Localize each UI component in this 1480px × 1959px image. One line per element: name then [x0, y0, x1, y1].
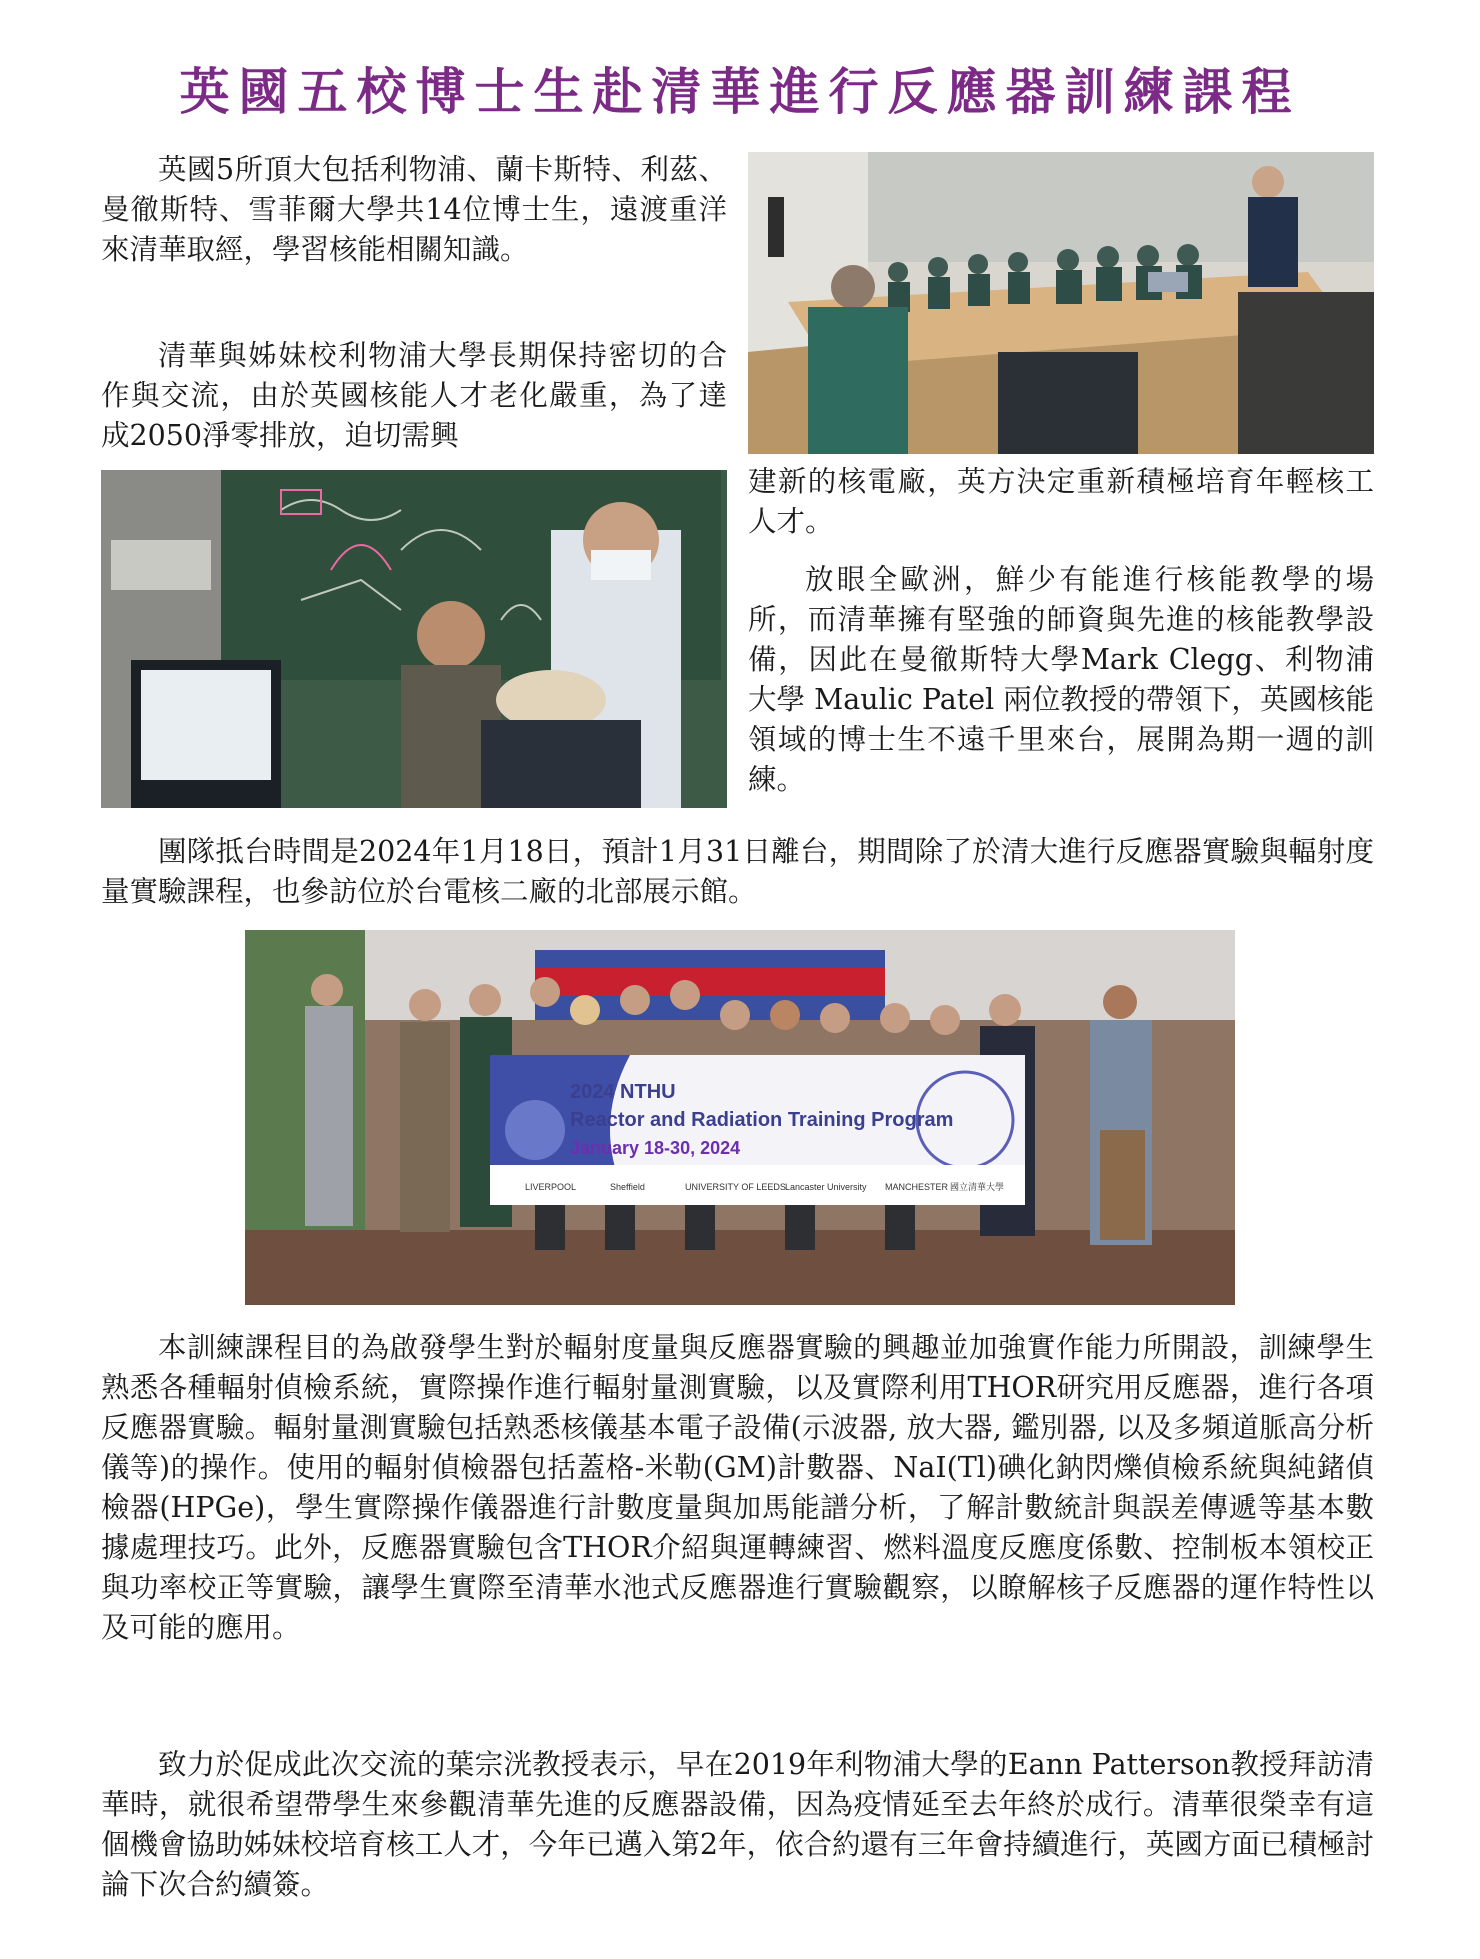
page-title: 英國五校博士生赴清華進行反應器訓練課程 — [179, 62, 1301, 121]
banner-logo-4: MANCHESTER — [885, 1182, 949, 1192]
banner-line-1: 2024 NTHU — [570, 1081, 676, 1103]
paragraph-1: 英國5所頂大包括利物浦、蘭卡斯特、利茲、曼徹斯特、雪菲爾大學共14位博士生，遠渡重洋來清華取經，學習核能相關知識。 — [101, 153, 727, 266]
banner-logo-0: LIVERPOOL — [525, 1182, 577, 1192]
banner-line-3: January 18-30, 2024 — [570, 1138, 741, 1158]
paragraph-3: 放眼全歐洲，鮮少有能進行核能教學的場所，而清華擁有堅強的師資與先進的核能教學設備，因此在曼徹斯特大學Mark Clegg、利物浦大學 Maulic Patel 兩位教授的帶領下，英國核能領域的博士生不遠千里來台，展開為期一週的訓練。 — [748, 563, 1374, 796]
photo-classroom — [748, 152, 1374, 454]
paragraph-4: 團隊抵台時間是2024年1月18日，預計1月31日離台，期間除了於清大進行反應器實驗與輻射度量實驗課程，也參訪位於台電核二廠的北部展示館。 — [101, 835, 1374, 908]
banner-logo-2: UNIVERSITY OF LEEDS — [685, 1182, 786, 1192]
banner-line-2: Reactor and Radiation Training Program — [570, 1109, 954, 1131]
banner-logo-3: Lancaster University — [785, 1182, 867, 1192]
photo-group — [245, 930, 1235, 1305]
paragraph-5: 本訓練課程目的為啟發學生對於輻射度量與反應器實驗的興趣並加強實作能力所開設，訓練學生熟悉各種輻射偵檢系統，實際操作進行輻射量測實驗，以及實際利用THOR研究用反應器，進行各項反應器實驗。輻射量測實驗包括熟悉核儀基本電子設備(示波器, 放大器, 鑑別器, 以及多頻道脈高分析儀等)的操作。使用的輻射偵檢器包括蓋格-米勒(GM)計數器、NaI(Tl)碘化鈉閃爍偵檢系統與純鍺偵檢器(HPGe)，學生實際操作儀器進行計數度量與加馬能譜分析，了解計數統計與誤差傳遞等基本數據處理技巧。此外，反應器實驗包含THOR介紹與運轉練習、燃料溫度反應度係數、控制板本領校正與功率校正等實驗，讓學生實際至清華水池式反應器進行實驗觀察，以瞭解核子反應器的運作特性以及可能的應用。 — [101, 1331, 1374, 1644]
paragraph-6: 致力於促成此次交流的葉宗洸教授表示，早在2019年利物浦大學的Eann Patterson教授拜訪清華時，就很希望帶學生來參觀清華先進的反應器設備，因為疫情延至去年終於成行。清華很榮幸有這個機會協助姊妹校培育核工人才，今年已邁入第2年，依合約還有三年會持續進行，英國方面已積極討論下次合約續簽。 — [101, 1748, 1374, 1901]
paragraph-2a: 清華與姊妹校利物浦大學長期保持密切的合作與交流，由於英國核能人才老化嚴重，為了達成2050淨零排放，迫切需興 — [101, 339, 727, 452]
banner-logo-5: 國立清華大學 — [950, 1182, 1005, 1192]
photo-lab — [101, 470, 727, 808]
banner-logo-1: Sheffield — [610, 1182, 645, 1192]
paragraph-2b: 建新的核電廠，英方決定重新積極培育年輕核工人才。 — [748, 465, 1374, 538]
